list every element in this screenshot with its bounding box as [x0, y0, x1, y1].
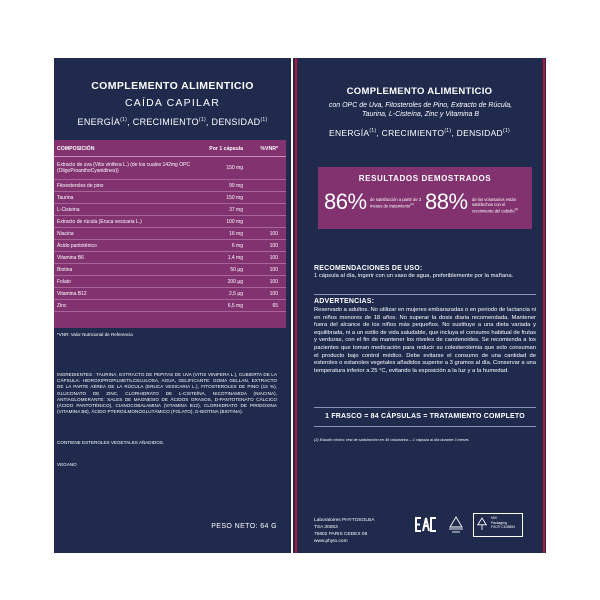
address-line: TSA 30053	[314, 525, 338, 530]
nutrient-name: Vitamina B12	[54, 288, 200, 300]
header-vnr: %VNR*	[253, 140, 286, 157]
recommendations-heading: RECOMENDACIONES DE USO:	[314, 265, 423, 272]
nutrient-vnr: 100	[253, 276, 286, 288]
nutrient-name: Fitoesteroles de pino	[54, 180, 200, 192]
header-composicion: COMPOSICIÓN	[54, 140, 200, 157]
nutrient-vnr	[253, 192, 286, 204]
claim-energia: ENERGÍA	[77, 117, 121, 127]
recommendations-text: 1 cápsula al día, ingerir con un vaso de agua, preferiblemente por la mañana.	[314, 273, 514, 279]
claim-mark: (1)	[120, 117, 128, 123]
right-subtitle: con OPC de Uva, Fitosteroles de Pino, Extracto de Rúcula, Taurina, L-Cisteína, Zinc y Vitamina B	[328, 102, 513, 118]
left-subtitle: CAÍDA CAPILAR	[125, 97, 220, 109]
nutrient-amount: 99 mg	[200, 180, 253, 192]
table-row	[54, 252, 286, 264]
stat-mark: (2)	[410, 202, 414, 206]
nutrient-vnr: 100	[253, 228, 286, 240]
claim-mark: (1)	[260, 117, 268, 123]
nutrient-vnr: 100	[253, 264, 286, 276]
claim-mark: (1)	[198, 117, 206, 123]
divider	[314, 294, 536, 295]
stat-88-text: de los voluntarios están satisfechos con el crecimiento del cabello	[472, 197, 516, 214]
nutrient-name: L-Cisteina	[54, 204, 200, 216]
fsc-line: FSC® C108854	[491, 525, 515, 529]
study-footnote: (2) Estudio clínico: test de satisfacción en 45 voluntarios – 1 cápsula al día durante 3 meses	[314, 438, 469, 442]
nutrient-name: Vitamina B6	[54, 252, 200, 264]
net-weight: PESO NETO: 64 G	[211, 523, 277, 530]
left-title: COMPLEMENTO ALIMENTICIO	[91, 80, 254, 92]
stat-mark: (2)	[514, 207, 519, 211]
left-claims: ENERGÍA$^{(1)}$, CRECIMIENTO$^{(1)}$, DENSIDAD$^{(1)}$	[77, 117, 268, 127]
table-row	[54, 157, 286, 180]
nutrient-name: Biotina	[54, 264, 200, 276]
nutrient-vnr	[253, 180, 286, 192]
recycling-icon	[446, 514, 466, 536]
table-row	[54, 300, 286, 312]
nutrient-name: Extracto de rúcula (Eruca vesicaria L.)	[54, 216, 200, 228]
bottle-contents: 1 FRASCO = 84 CÁPSULAS = TRATAMIENTO COMPLETO	[325, 413, 525, 420]
eac-icon	[415, 516, 437, 533]
nutrient-name: Folato	[54, 276, 200, 288]
divider	[314, 407, 536, 408]
stat-88-description	[472, 197, 527, 213]
claim-densidad: DENSIDAD	[211, 117, 261, 127]
ingredients-text: INGREDIENTES : TAURINA, EXTRACTO DE PEPITAS DE UVA (VITIS VINIFERA L.), CUBIERTA DE LA CÁPSULA: HIDROXIPROPILMETILCELULOSA, AGUA, GELIFICANTE: GOMA GELLAN, EXTRACTO DE LA PARTE AÉREA DE LA RÚCULA (ERUCA VESICARIA L.), FITOSTEROLES DE PINO (13 %), GLUCONATO DE ZINC, CLORHIDRATO DE L-CISTEÍNA, NICOTINAMIDA (NIACINA), ANTIAGLOMERANTE: SALES DE MAGNESIO DE ÁCIDOS GRASOS, D-PANTOTENATO CÁLCICO (ÁCIDO PANTOTÉNICO), CIANOCOBALAMINA (VITAMINA B12), CLORHIDRATO DE PIRIDOXINA (VITAMINA B6), ÁCIDO PTEROILMONOGLUTÁMICO (FOLATO), D-BIOTINA (BIOTINA).	[57, 372, 277, 415]
right-title: COMPLEMENTO ALIMENTICIO	[346, 86, 493, 97]
vegan-label: VEGANO	[57, 462, 77, 467]
table-row	[54, 192, 286, 204]
stat-86-percent: 86%	[324, 189, 367, 214]
nutrient-amount: 6,5 mg	[200, 300, 253, 312]
stat-86-text: de satisfacción a partir de 3 meses de tratamiento	[370, 197, 422, 209]
nutrient-vnr: 100	[253, 288, 286, 300]
nutrient-amount: 16 mg	[200, 228, 253, 240]
claim-mark: (1)	[444, 128, 452, 135]
divider	[314, 426, 536, 427]
address-line: 75802 PARIS CEDEX 08	[314, 532, 368, 537]
nutrient-vnr: 100	[253, 240, 286, 252]
nutrient-amount: 37 mg	[200, 204, 253, 216]
fsc-line: MIX	[491, 516, 498, 520]
address-line: www.phyto.com	[314, 539, 348, 544]
nutrient-vnr	[253, 204, 286, 216]
nutrient-vnr: 65	[253, 300, 286, 312]
table-row	[54, 180, 286, 192]
claim-crecimiento: CRECIMIENTO	[381, 128, 445, 138]
nutrient-amount: 50 µg	[200, 264, 253, 276]
table-row	[54, 216, 286, 228]
warnings-text: Reservado a adultos. No utilizar en mujeres embarazadas o en periodo de lactancia ni en niños menores de 18 años. No superar la dosis diaria recomendada. Mantener fuera del alcance de los niños más pequeños. No sustituye a una dieta variada y equilibrada, ni a un estilo de vida saludable, que incluya el consumo habitual de frutas y verduras, con el fin de mantener los niveles de carotenoides. Se recomienda a los pacientes que toman medicación para reducir su colesterolemia que solo consuman el producto bajo control médico. Debe evitarse el consumo de una cantidad de esteroles o estanoles vegetales añadidos superior a 3 gramos al día. Conservar a una temperatura inferior a 25 °C, evitando la exposición a la luz y a la humedad.	[314, 307, 536, 374]
claim-mark: (1)	[503, 128, 511, 135]
right-claims: ENERGÍA$^{(1)}$, CRECIMIENTO$^{(1)}$, DENSIDAD$^{(1)}$	[328, 128, 511, 138]
right-label-panel	[293, 58, 546, 553]
nutrient-name: Taurina	[54, 192, 200, 204]
fsc-tree-icon	[476, 516, 488, 532]
header-por-capsula: Por 1 cápsula	[200, 140, 253, 157]
fsc-badge	[473, 513, 523, 537]
warnings-heading: ADVERTENCIAS:	[314, 298, 375, 305]
fsc-text	[491, 516, 515, 530]
claim-crecimiento: CRECIMIENTO	[132, 117, 199, 127]
nutrient-amount: 150 mg	[200, 192, 253, 204]
left-label-panel	[54, 58, 291, 553]
nutrient-name: Ácido pantoténico	[54, 240, 200, 252]
table-row	[54, 276, 286, 288]
manufacturer-address	[314, 517, 374, 545]
table-row	[54, 240, 286, 252]
claim-energia: ENERGÍA	[328, 128, 370, 138]
nutrient-amount: 1,4 mg	[200, 252, 253, 264]
results-box	[318, 167, 532, 229]
claim-mark: (1)	[369, 128, 377, 135]
composition-table-box	[54, 140, 286, 328]
nutrient-amount: 100 mg	[200, 216, 253, 228]
contains-sterols-note: CONTIENE ESTEROLES VEGETALES AÑADIDOS.	[57, 440, 165, 445]
nutrient-vnr	[253, 157, 286, 180]
nutrient-name: Zinc	[54, 300, 200, 312]
table-row	[54, 264, 286, 276]
nutrient-vnr: 100	[253, 252, 286, 264]
nutrient-amount: 150 mg	[200, 157, 253, 180]
stat-86-description	[370, 197, 425, 208]
table-row	[54, 228, 286, 240]
nutrient-name: Niacina	[54, 228, 200, 240]
fsc-line: Packaging	[491, 520, 507, 525]
table-row	[54, 288, 286, 300]
composition-table	[54, 140, 286, 312]
nutrient-amount: 200 µg	[200, 276, 253, 288]
results-title: RESULTADOS DEMOSTRADOS	[358, 174, 492, 183]
table-row	[54, 204, 286, 216]
vnr-note: *VNR: Valor Nutricional de Referencia	[57, 332, 133, 337]
nutrient-name: Extracto de uva (Vitis vinifera L.) (de los cuales 142mg OPC (OligoProanthoCyanidines))	[54, 157, 200, 180]
address-line: Laboratoires PHYTOSOLBA	[314, 518, 375, 523]
nutrient-vnr	[253, 216, 286, 228]
nutrient-amount: 2,5 µg	[200, 288, 253, 300]
stat-88-percent: 88%	[425, 189, 468, 214]
nutrient-amount: 6 mg	[200, 240, 253, 252]
claim-densidad: DENSIDAD	[456, 128, 503, 138]
table-header-row	[54, 140, 286, 157]
